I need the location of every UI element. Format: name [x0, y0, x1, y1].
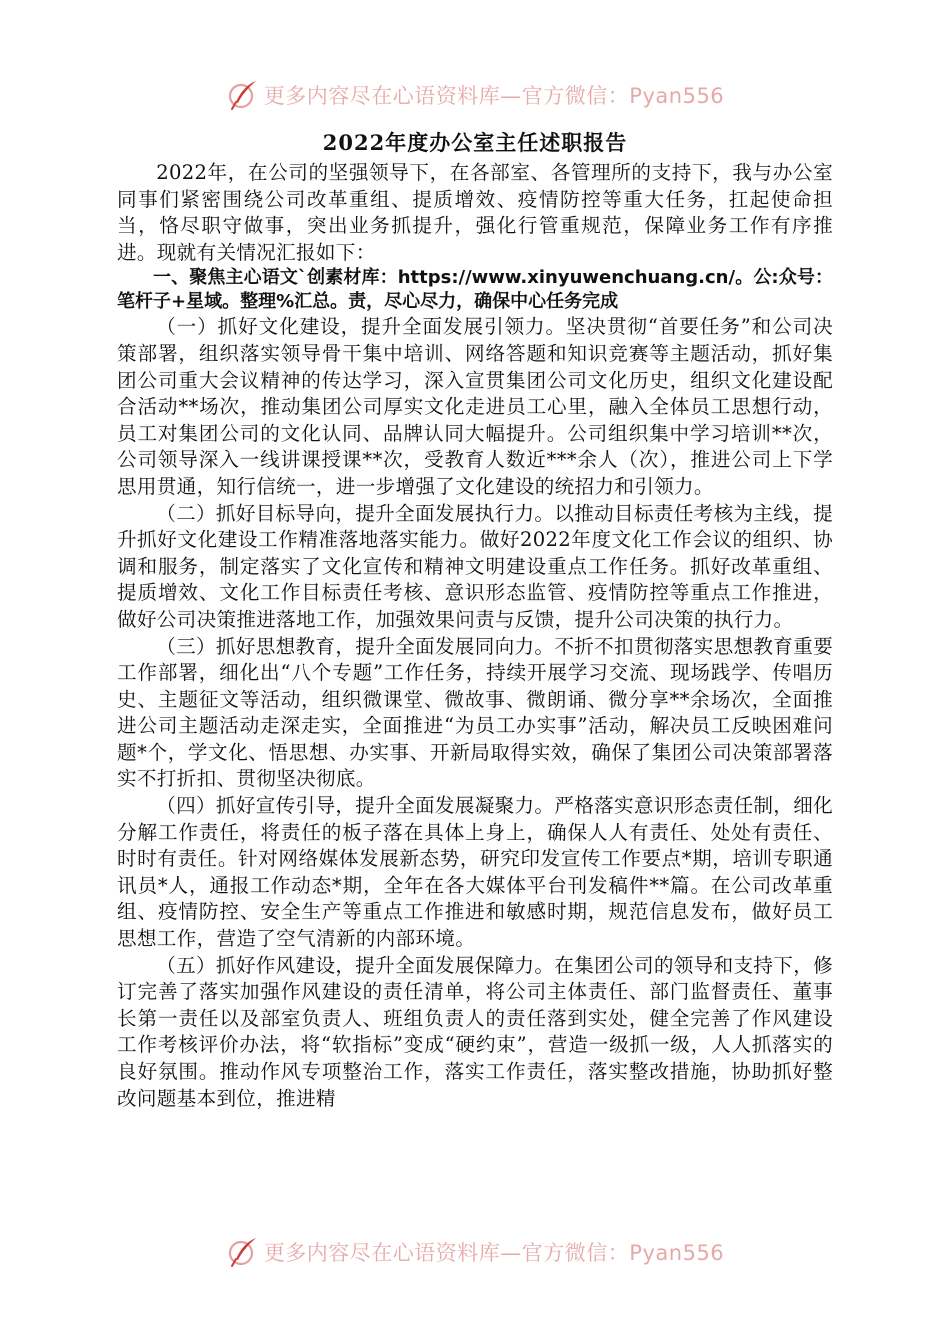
body-paragraph: （五）抓好作风建设，提升全面发展保障力。在集团公司的领导和支持下，修订完善了落实加强作风建设的责任清单，将公司主体责任、部门监督责任、董事长第一责任以及部室负责人、班组负责人的责任落到实处，健全完善了作风建设工作考核评价办法，将“软指标”变成“硬约束”，营造一级抓一级，人人抓落实的良好氛围。推动作风专项整治工作，落实工作责任，落实整改措施，协助抓好整改问题基本到位，推进精 [117, 953, 833, 1110]
quill-feather-icon [226, 78, 260, 112]
body-paragraph: （四）抓好宣传引导，提升全面发展凝聚力。严格落实意识形态责任制，细化分解工作责任，将责任的板子落在具体上身上，确保人人有责任、处处有责任、时时有责任。针对网络媒体发展新态势，研究印发宣传工作要点*期，培训专职通讯员*人，通报工作动态*期，全年在各大媒体平台刊发稿件**篇。在公司改革重组、疫情防控、安全生产等重点工作推进和敏感时期，规范信息发布，做好员工思想工作，营造了空气清新的内部环境。 [117, 794, 833, 951]
watermark-banner-bottom [0, 1232, 950, 1272]
section-heading: 一、聚焦主心语文`创素材库：https://www.xinyuwenchuang.cn/。公:众号：笔杆子+星域。整理%汇总。责，尽心尽力，确保中心任务完成 [117, 267, 833, 313]
document-title: 2022年度办公室主任述职报告 [322, 130, 628, 155]
quill-feather-icon [226, 1235, 260, 1269]
intro-paragraph: 2022年，在公司的坚强领导下，在各部室、各管理所的支持下，我与办公室同事们紧密围绕公司改革重组、提质增效、疫情防控等重大任务，扛起使命担当，恪尽职守做事，突出业务抓提升，强化行管重规范，保障业务工作有序推进。现就有关情况汇报如下： [117, 161, 833, 264]
watermark-text: 更多内容尽在心语资料库—官方微信：Pyan556 [263, 84, 725, 108]
body-paragraph: （二）抓好目标导向，提升全面发展执行力。以推动目标责任考核为主线，提升抓好文化建设工作精准落地落实能力。做好2022年度文化工作会议的组织、协调和服务，制定落实了文化宣传和精神文明建设重点工作任务。抓好改革重组、提质增效、文化工作目标责任考核、意识形态监管、疫情防控等重点工作推进，做好公司决策推进落地工作，加强效果问责与反馈，提升公司决策的执行力。 [117, 501, 833, 631]
watermark-text: 更多内容尽在心语资料库—官方微信：Pyan556 [263, 1241, 725, 1265]
body-paragraph: （一）抓好文化建设，提升全面发展引领力。坚决贯彻“首要任务”和公司决策部署，组织落实领导骨干集中培训、网络答题和知识竞赛等主题活动，抓好集团公司重大会议精神的传达学习，深入宣贯集团公司文化历史，组织文化建设配合活动**场次，推动集团公司厚实文化走进员工心里，融入全体员工思想行动，员工对集团公司的文化认同、品牌认同大幅提升。公司组织集中学习培训**次，公司领导深入一线讲课授课**次，受教育人数近***余人（次），推进公司上下学思用贯通，知行信统一，进一步增强了文化建设的统招力和引领力。 [117, 315, 833, 498]
watermark-banner-top [0, 75, 950, 115]
body-paragraph: （三）抓好思想教育，提升全面发展同向力。不折不扣贯彻落实思想教育重要工作部署，细化出“八个专题”工作任务，持续开展学习交流、现场践学、传唱历史、主题征文等活动，组织微课堂、微故事、微朗诵、微分享**余场次，全面推进公司主题活动走深走实，全面推进“为员工办实事”活动，解决员工反映困难问题*个，学文化、悟思想、办实事、开新局取得实效，确保了集团公司决策部署落实不打折扣、贯彻坚决彻底。 [117, 634, 833, 791]
document-body [117, 128, 833, 1112]
